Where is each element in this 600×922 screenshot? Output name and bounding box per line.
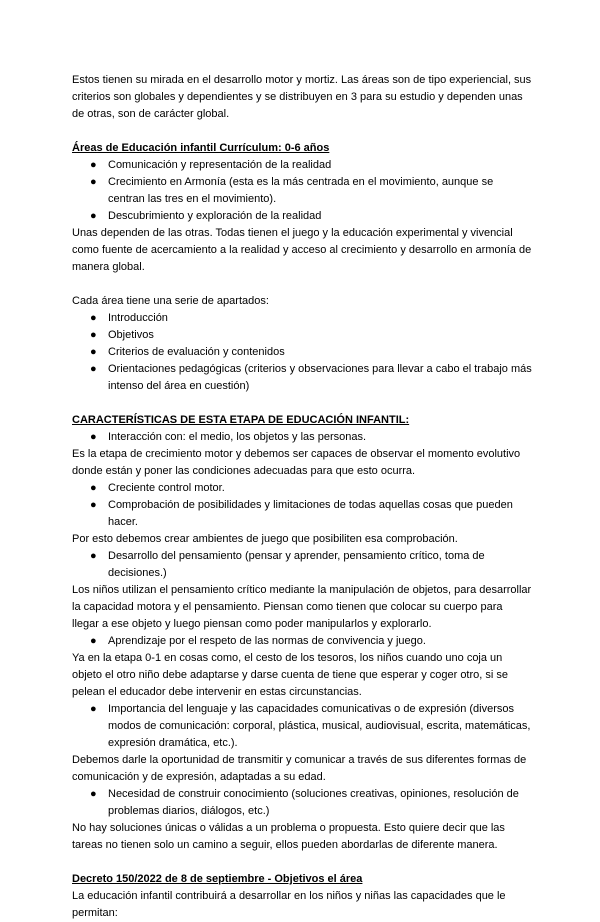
- caracteristicas-paragraph: Los niños utilizan el pensamiento crítico mediante la manipulación de objetos, para desarrollar la capacidad motora y el pensamiento. Piensan como tienen que colocar su cuerpo para llegar a ese objeto y luego piensan como poder manipularlos y explorarlo.: [72, 584, 532, 630]
- list-item: ● Creciente control motor.: [72, 480, 532, 497]
- list-item: ● Desarrollo del pensamiento (pensar y aprender, pensamiento crítico, toma de decisiones.): [90, 550, 485, 579]
- list-item: ● Objetivos: [72, 327, 532, 344]
- caracteristicas-list: [72, 429, 532, 446]
- list-item: ● Orientaciones pedagógicas (criterios y observaciones para llevar a cabo el trabajo más intenso del área en cuestión): [90, 363, 532, 392]
- list-item: ● Necesidad de construir conocimiento (soluciones creativas, opiniones, resolución de problemas diarios, diálogos, etc.): [90, 788, 519, 817]
- list-item: ● Interacción con: el medio, los objetos y las personas.: [72, 429, 532, 446]
- bullet-icon: ●: [90, 550, 97, 562]
- caracteristicas-paragraph: No hay soluciones únicas o válidas a un problema o propuesta. Esto quiere decir que las tareas no tienen solo un camino a seguir, ellos pueden abordarlas de diferente manera.: [72, 822, 505, 851]
- bullet-icon: ●: [90, 788, 97, 800]
- bullet-icon: ●: [90, 363, 97, 375]
- spacer: [72, 395, 532, 412]
- bullet-icon: ●: [90, 499, 97, 511]
- caracteristicas-list: [72, 548, 532, 582]
- caracteristicas-list: [72, 480, 532, 531]
- caracteristicas-list: [72, 786, 532, 820]
- decreto-heading: Decreto 150/2022 de 8 de septiembre - Objetivos el área: [72, 873, 363, 885]
- areas-paragraph: Unas dependen de las otras. Todas tienen el juego y la educación experimental y vivencial como fuente de acercamiento a la realidad y acceso al crecimiento y desarrollo en armonía de manera global.: [72, 227, 532, 273]
- apartados-intro: Cada área tiene una serie de apartados:: [72, 295, 269, 307]
- apartados-list: [72, 310, 532, 395]
- caracteristicas-paragraph: Es la etapa de crecimiento motor y debemos ser capaces de observar el momento evolutivo donde están y poner las condiciones adecuadas para que esto ocurra.: [72, 448, 521, 477]
- caracteristicas-paragraph: Por esto debemos crear ambientes de juego que posibiliten esa comprobación.: [72, 533, 458, 545]
- list-item: ● Descubrimiento y exploración de la realidad: [72, 208, 532, 225]
- bullet-icon: ●: [90, 312, 97, 324]
- bullet-icon: ●: [90, 703, 97, 715]
- list-item: ● Comprobación de posibilidades y limitaciones de todas aquellas cosas que pueden hacer.: [90, 499, 513, 528]
- bullet-icon: ●: [90, 329, 97, 341]
- bullet-icon: ●: [90, 210, 97, 222]
- areas-heading: Áreas de Educación infantil Currículum: 0-6 años: [72, 142, 330, 154]
- caracteristicas-heading: CARACTERÍSTICAS DE ESTA ETAPA DE EDUCACIÓN INFANTIL:: [72, 414, 410, 426]
- list-item: ● Crecimiento en Armonía (esta es la más centrada en el movimiento, aunque se centran las tres en el movimiento).: [90, 176, 494, 205]
- document-page: [72, 72, 532, 922]
- list-item: ● Comunicación y representación de la realidad: [72, 157, 532, 174]
- caracteristicas-list: [72, 633, 532, 650]
- bullet-icon: ●: [90, 346, 97, 358]
- caracteristicas-paragraph: Debemos darle la oportunidad de transmitir y comunicar a través de sus diferentes formas de comunicación y de expresión, adaptadas a su edad.: [72, 754, 527, 783]
- list-item: ● Introducción: [72, 310, 532, 327]
- bullet-icon: ●: [90, 635, 97, 647]
- spacer: [72, 276, 532, 293]
- caracteristicas-paragraph: Ya en la etapa 0-1 en cosas como, el cesto de los tesoros, los niños cuando uno coja un objeto el otro niño debe adaptarse y darse cuenta de tiene que esperar y coger otro, si se pelean el educador debe intervenir en estas circunstancias.: [72, 652, 509, 698]
- areas-list: [72, 157, 532, 225]
- caracteristicas-list: [72, 701, 532, 752]
- bullet-icon: ●: [90, 176, 97, 188]
- list-item: ● Aprendizaje por el respeto de las normas de convivencia y juego.: [72, 633, 532, 650]
- spacer: [72, 854, 532, 871]
- intro-paragraph: Estos tienen su mirada en el desarrollo motor y mortiz. Las áreas son de tipo experiencial, sus criterios son globales y dependientes y se distribuyen en 3 para su estudio y dependen unas de otras, son de carácter global.: [72, 74, 532, 120]
- decreto-paragraph: La educación infantil contribuirá a desarrollar en los niños y niñas las capacidades que le permitan:: [72, 890, 506, 919]
- spacer: [72, 123, 532, 140]
- bullet-icon: ●: [90, 431, 97, 443]
- bullet-icon: ●: [90, 482, 97, 494]
- bullet-icon: ●: [90, 159, 97, 171]
- list-item: ● Criterios de evaluación y contenidos: [72, 344, 532, 361]
- list-item: ● Importancia del lenguaje y las capacidades comunicativas o de expresión (diversos modos de comunicación: corporal, plástica, musical, audiovisual, escrita, matemáticas, expresión dramática, etc.).: [90, 703, 531, 749]
